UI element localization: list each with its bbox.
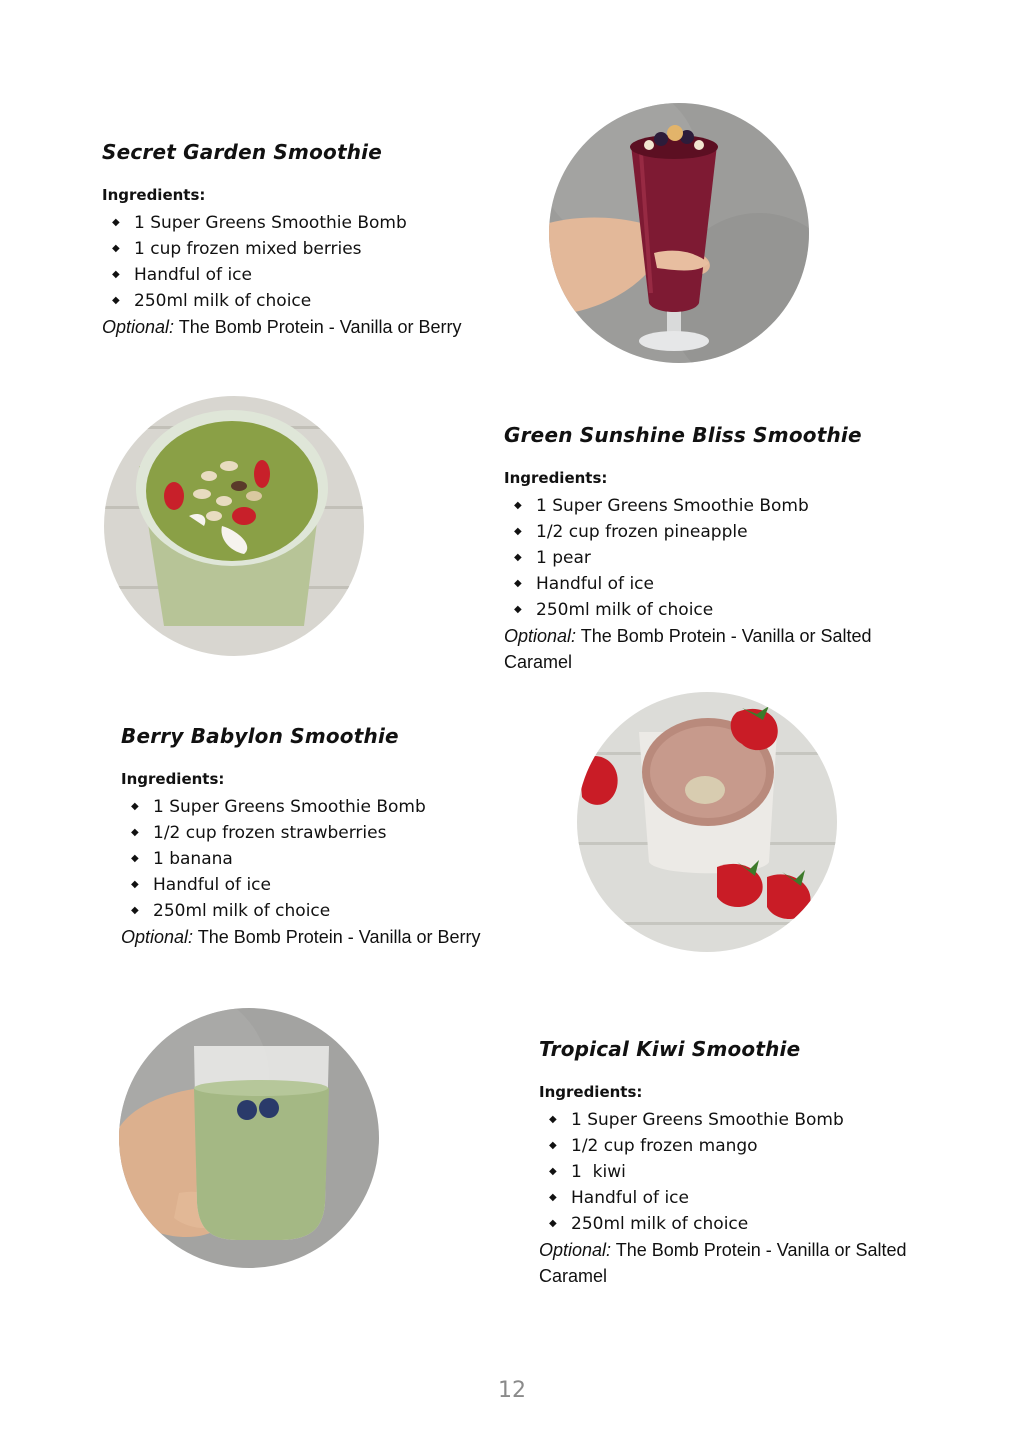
recipe-secret-garden (102, 140, 522, 340)
optional-label: Optional: (121, 927, 194, 947)
optional-label: Optional: (504, 626, 577, 646)
recipe-berry-babylon (121, 724, 541, 950)
bullet-icon: ◆ (514, 604, 522, 615)
list-item: ◆ 250ml milk of choice (102, 288, 522, 314)
ingredient-list (504, 493, 924, 623)
list-item: ◆ 250ml milk of choice (504, 597, 924, 623)
bullet-icon: ◆ (549, 1140, 557, 1151)
bullet-icon: ◆ (131, 801, 139, 812)
recipe-green-sunshine-bliss (504, 423, 924, 675)
bullet-icon: ◆ (112, 295, 120, 306)
bullet-icon: ◆ (112, 269, 120, 280)
optional-text: The Bomb Protein - Vanilla or Berry (197, 927, 481, 947)
recipe-tropical-kiwi (539, 1037, 959, 1289)
ingredients-label: Ingredients: (102, 186, 206, 204)
bullet-icon: ◆ (549, 1218, 557, 1229)
recipe-title: Berry Babylon Smoothie (121, 724, 399, 748)
optional-note (121, 924, 541, 950)
list-item: ◆ 1/2 cup frozen mango (539, 1133, 959, 1159)
kiwi-smoothie-photo (119, 1008, 379, 1268)
bullet-icon: ◆ (514, 500, 522, 511)
berry-smoothie-photo (549, 103, 809, 363)
green-smoothie-photo (104, 396, 364, 656)
recipe-title: Green Sunshine Bliss Smoothie (504, 423, 862, 447)
list-item: ◆ Handful of ice (102, 262, 522, 288)
ingredient-list (539, 1107, 959, 1237)
ingredient-list (102, 210, 522, 314)
recipe-title: Secret Garden Smoothie (102, 140, 382, 164)
ingredients-label: Ingredients: (121, 770, 225, 788)
bullet-icon: ◆ (549, 1114, 557, 1125)
list-item: ◆ 1 Super Greens Smoothie Bomb (121, 794, 541, 820)
ingredients-label: Ingredients: (504, 469, 608, 487)
list-item: ◆ 1 Super Greens Smoothie Bomb (504, 493, 924, 519)
list-item: ◆ 1/2 cup frozen strawberries (121, 820, 541, 846)
bullet-icon: ◆ (549, 1192, 557, 1203)
optional-label: Optional: (539, 1240, 612, 1260)
optional-note (539, 1237, 949, 1289)
list-item: ◆ 1/2 cup frozen pineapple (504, 519, 924, 545)
bullet-icon: ◆ (514, 526, 522, 537)
bullet-icon: ◆ (131, 827, 139, 838)
optional-text: The Bomb Protein - Vanilla or Salted Caramel (539, 1240, 907, 1286)
list-item: ◆ 250ml milk of choice (121, 898, 541, 924)
bullet-icon: ◆ (514, 578, 522, 589)
list-item: ◆ 250ml milk of choice (539, 1211, 959, 1237)
optional-text: The Bomb Protein - Vanilla or Berry (178, 317, 462, 337)
bullet-icon: ◆ (514, 552, 522, 563)
bullet-icon: ◆ (112, 243, 120, 254)
list-item: ◆ Handful of ice (121, 872, 541, 898)
list-item: ◆ 1 kiwi (539, 1159, 959, 1185)
list-item: ◆ 1 banana (121, 846, 541, 872)
optional-note (504, 623, 914, 675)
list-item: ◆ 1 pear (504, 545, 924, 571)
recipe-title: Tropical Kiwi Smoothie (539, 1037, 801, 1061)
bullet-icon: ◆ (112, 217, 120, 228)
bullet-icon: ◆ (549, 1166, 557, 1177)
list-item: ◆ 1 Super Greens Smoothie Bomb (539, 1107, 959, 1133)
optional-label: Optional: (102, 317, 175, 337)
bullet-icon: ◆ (131, 879, 139, 890)
list-item: ◆ Handful of ice (504, 571, 924, 597)
optional-note (102, 314, 522, 340)
bullet-icon: ◆ (131, 853, 139, 864)
strawberry-smoothie-photo (577, 692, 837, 952)
list-item: ◆ 1 cup frozen mixed berries (102, 236, 522, 262)
bullet-icon: ◆ (131, 905, 139, 916)
list-item: ◆ 1 Super Greens Smoothie Bomb (102, 210, 522, 236)
page-number: 12 (498, 1378, 526, 1403)
ingredient-list (121, 794, 541, 924)
list-item: ◆ Handful of ice (539, 1185, 959, 1211)
ingredients-label: Ingredients: (539, 1083, 643, 1101)
optional-text: The Bomb Protein - Vanilla or Salted Caramel (504, 626, 872, 672)
